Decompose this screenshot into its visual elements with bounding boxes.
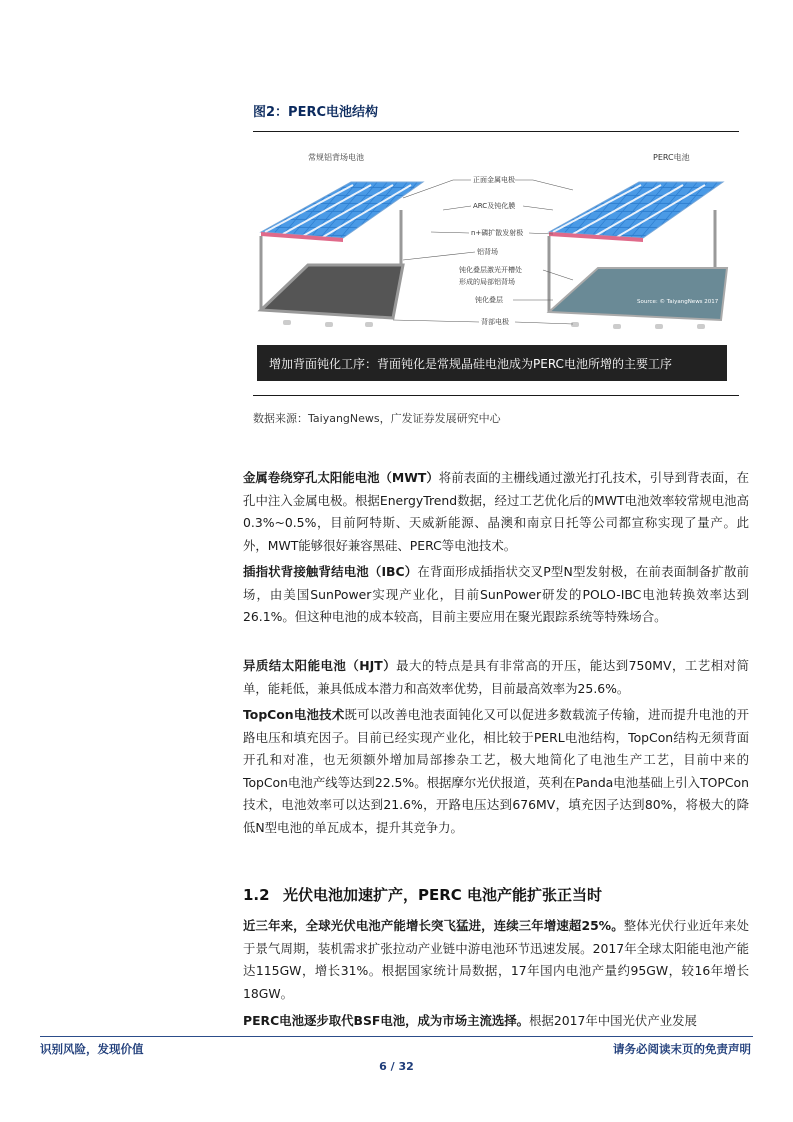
- paragraph-perc: PERC电池逐步取代BSF电池，成为市场主流选择。根据2017年中国光伏产业发展: [243, 1013, 697, 1028]
- perc-structure-figure: [253, 140, 739, 385]
- copyright-note: Source: © TaiyangNews 2017: [637, 299, 719, 305]
- footer-slogan: 识别风险，发现价值: [40, 1042, 144, 1056]
- right-back-layer: [549, 268, 727, 320]
- left-back-layer: [261, 265, 403, 318]
- paragraph-ibc: 插指状背接触背结电池（IBC）在背面形成插指状交叉P型N型发射极，在前表面制备扩散前场，由美国SunPower实现产业化，目前SunPower研发的POLO-IBC电池转换效率达到26.1%。但这种电池的成本较高，目前主要应用在聚光跟踪系统等特殊场合。: [243, 564, 749, 625]
- figure-source: 数据来源：TaiyangNews，广发证券发展研究中心: [253, 412, 501, 425]
- figure-bottom-rule: [253, 395, 739, 396]
- figure-title: 图2：PERC电池结构: [253, 105, 379, 120]
- left-back-electrodes: [283, 320, 373, 327]
- center-labels: [459, 175, 523, 326]
- right-back-electrodes: [571, 322, 705, 329]
- page-number: 6 / 32: [379, 1060, 414, 1073]
- left-panel-label: 常规铝背场电池: [308, 153, 364, 162]
- caption-text: 增加背面钝化工序：背面钝化是常规晶硅电池成为PERC电池所增的主要工序: [269, 357, 672, 371]
- svg-text:背部电极: 背部电极: [481, 318, 509, 326]
- figure-top-rule: [253, 131, 739, 132]
- svg-text:n+磷扩散发射极: n+磷扩散发射极: [471, 229, 524, 237]
- footer-rule: [40, 1036, 753, 1037]
- footer-disclaimer: 请务必阅读末页的免责声明: [613, 1042, 751, 1056]
- svg-text:钝化叠层激光开槽处: 钝化叠层激光开槽处: [459, 266, 522, 274]
- svg-text:钝化叠层: 钝化叠层: [475, 296, 503, 304]
- paragraph-mwt: 金属卷绕穿孔太阳能电池（MWT）将前表面的主栅线通过激光打孔技术，引导到背表面，在孔中注入金属电极。根据EnergyTrend数据，经过工艺优化后的MWT电池效率较常规电池高0.3%~0.5%，目前阿特斯、天威新能源、晶澳和南京日托等公司都宣称实现了量产。此外，MWT能够很好兼容黑硅、PERC等电池技术。: [243, 470, 750, 553]
- section-heading: 1.2 光伏电池加速扩产，PERC 电池产能扩张正当时: [243, 886, 603, 904]
- svg-text:ARC及钝化膜: ARC及钝化膜: [473, 202, 516, 210]
- paragraph-hjt: 异质结太阳能电池（HJT）最大的特点是具有非常高的开压，能达到750MV，工艺相对简单，能耗低，兼具低成本潜力和高效率优势，目前最高效率为25.6%。: [243, 658, 749, 696]
- paragraph-topcon: TopCon电池技术既可以改善电池表面钝化又可以促进多数载流子传输，进而提升电池的开路电压和填充因子。目前已经实现产业化，相比较于PERL电池结构，TopCon结构无须背面开孔和对准，也无须额外增加局部掺杂工艺，极大地简化了电池生产工艺，目前中来的TopCon电池产线等达到22.5%。根据摩尔光伏报道，英利在Panda电池基础上引入TOPCon技术，电池效率可以达到21.6%，开路电压达到676MV，填充因子达到80%，将极大的降低N型电池的单瓦成本，提升其竞争力。: [243, 707, 750, 835]
- paragraph-capacity: 近三年来，全球光伏电池产能增长突飞猛进，连续三年增速超25%。整体光伏行业近年来处于景气周期，装机需求扩张拉动产业链中游电池环节迅速发展。2017年全球太阳能电池产能达115GW，增长31%。根据国家统计局数据，17年国内电池产量约95GW，较16年增长18GW。: [243, 918, 749, 1001]
- svg-text:铝背场: 铝背场: [477, 248, 498, 256]
- svg-text:正面金属电极: 正面金属电极: [473, 176, 515, 184]
- right-panel-label: PERC电池: [653, 153, 690, 162]
- svg-text:形成的局部铝背场: 形成的局部铝背场: [459, 278, 515, 286]
